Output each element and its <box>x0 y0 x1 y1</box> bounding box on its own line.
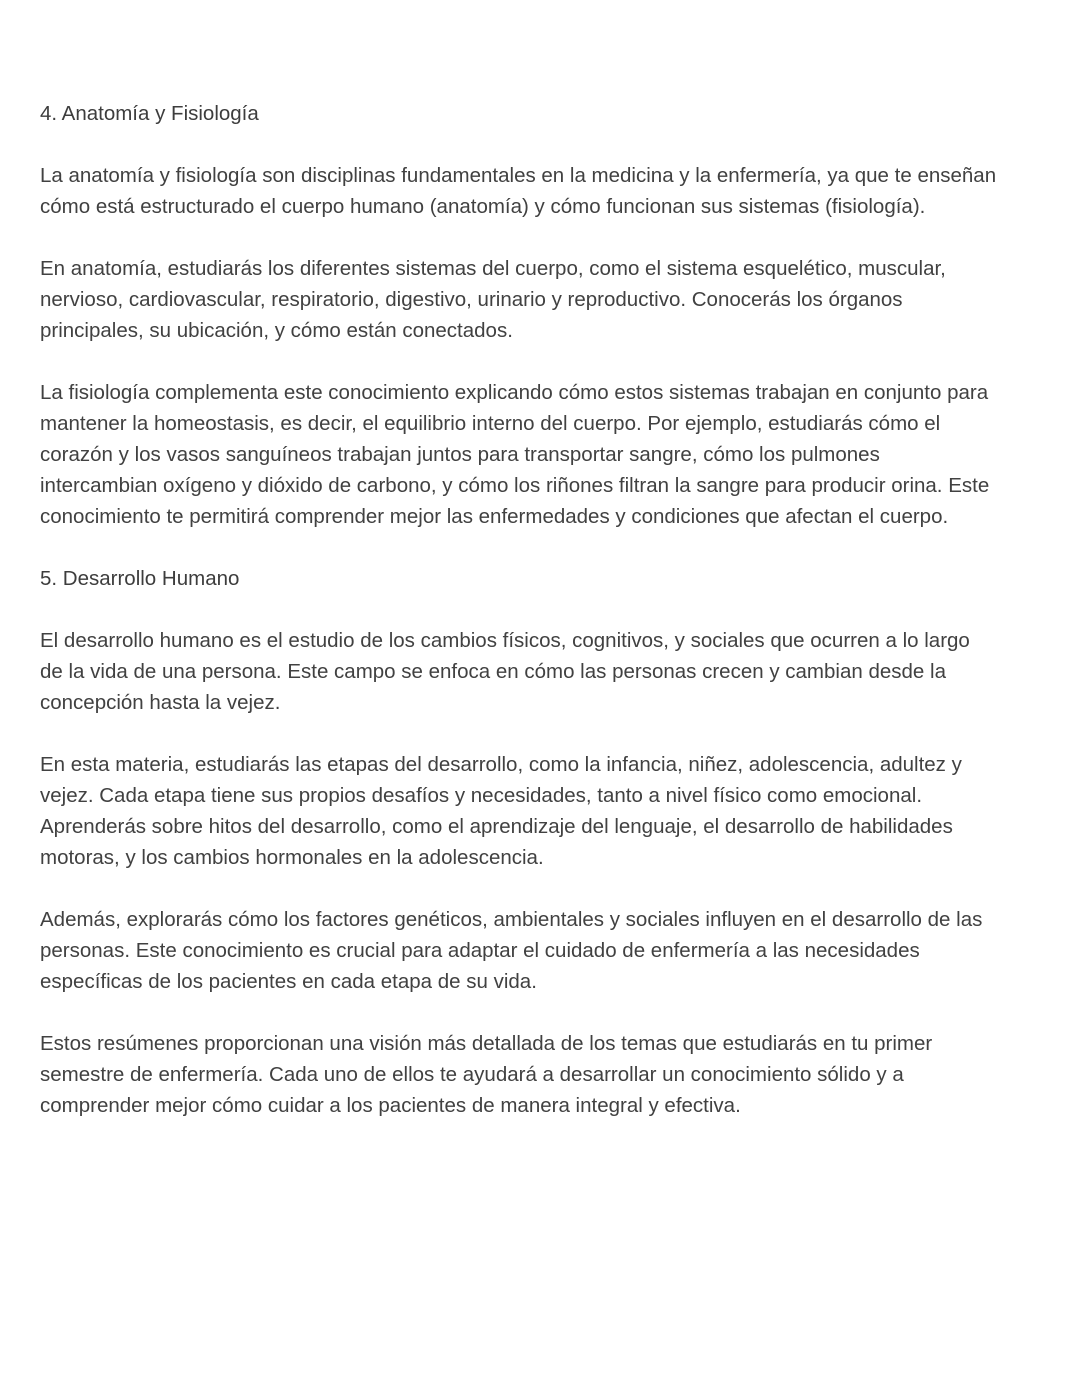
paragraph-fisiologia <box>40 377 1050 532</box>
text-line: nervioso, cardiovascular, respiratorio, digestivo, urinario y reproductivo. Conocerás los órganos <box>40 288 903 311</box>
document-body <box>40 98 1050 1121</box>
paragraph-desarrollo-intro <box>40 625 1050 718</box>
text-line: La fisiología complementa este conocimiento explicando cómo estos sistemas trabajan en conjunto para <box>40 381 989 404</box>
text-line: Aprenderás sobre hitos del desarrollo, como el aprendizaje del lenguaje, el desarrollo de habilidades <box>40 815 953 838</box>
paragraph-resumen-final <box>40 1028 1050 1121</box>
text-line: En esta materia, estudiarás las etapas del desarrollo, como la infancia, niñez, adolescencia, adultez y <box>40 753 962 776</box>
text-line: específicas de los pacientes en cada etapa de su vida. <box>40 970 537 993</box>
text-line: concepción hasta la vejez. <box>40 691 281 714</box>
text-line: conocimiento te permitirá comprender mejor las enfermedades y condiciones que afectan el cuerpo. <box>40 505 949 528</box>
text-line: personas. Este conocimiento es crucial para adaptar el cuidado de enfermería a las necesidades <box>40 939 920 962</box>
text-line: comprender mejor cómo cuidar a los pacientes de manera integral y efectiva. <box>40 1094 741 1117</box>
text-line: cómo está estructurado el cuerpo humano (anatomía) y cómo funcionan sus sistemas (fisiología). <box>40 195 926 218</box>
section-heading-anatomia: 4. Anatomía y Fisiología <box>40 102 259 125</box>
text-line: El desarrollo humano es el estudio de los cambios físicos, cognitivos, y sociales que ocurren a lo largo <box>40 629 970 652</box>
text-line: intercambian oxígeno y dióxido de carbono, y cómo los riñones filtran la sangre para producir orina. Este <box>40 474 990 497</box>
section-heading-desarrollo: 5. Desarrollo Humano <box>40 567 240 590</box>
paragraph-anatomia-intro <box>40 160 1050 222</box>
text-line: Además, explorarás cómo los factores genéticos, ambientales y sociales influyen en el desarrollo de las <box>40 908 983 931</box>
paragraph-desarrollo-factores <box>40 904 1050 997</box>
text-line: corazón y los vasos sanguíneos trabajan juntos para transportar sangre, cómo los pulmones <box>40 443 880 466</box>
paragraph-anatomia-sistemas <box>40 253 1050 346</box>
text-line: Estos resúmenes proporcionan una visión más detallada de los temas que estudiarás en tu primer <box>40 1032 933 1055</box>
text-line: La anatomía y fisiología son disciplinas fundamentales en la medicina y la enfermería, ya que te enseñan <box>40 164 997 187</box>
text-line: principales, su ubicación, y cómo están conectados. <box>40 319 513 342</box>
text-line: motoras, y los cambios hormonales en la adolescencia. <box>40 846 544 869</box>
text-line: semestre de enfermería. Cada uno de ellos te ayudará a desarrollar un conocimiento sólido y a <box>40 1063 904 1086</box>
text-line: de la vida de una persona. Este campo se enfoca en cómo las personas crecen y cambian desde la <box>40 660 946 683</box>
text-line: En anatomía, estudiarás los diferentes sistemas del cuerpo, como el sistema esquelético, muscular, <box>40 257 946 280</box>
text-line: mantener la homeostasis, es decir, el equilibrio interno del cuerpo. Por ejemplo, estudiarás cómo el <box>40 412 941 435</box>
paragraph-desarrollo-etapas <box>40 749 1050 873</box>
text-line: vejez. Cada etapa tiene sus propios desafíos y necesidades, tanto a nivel físico como emocional. <box>40 784 923 807</box>
